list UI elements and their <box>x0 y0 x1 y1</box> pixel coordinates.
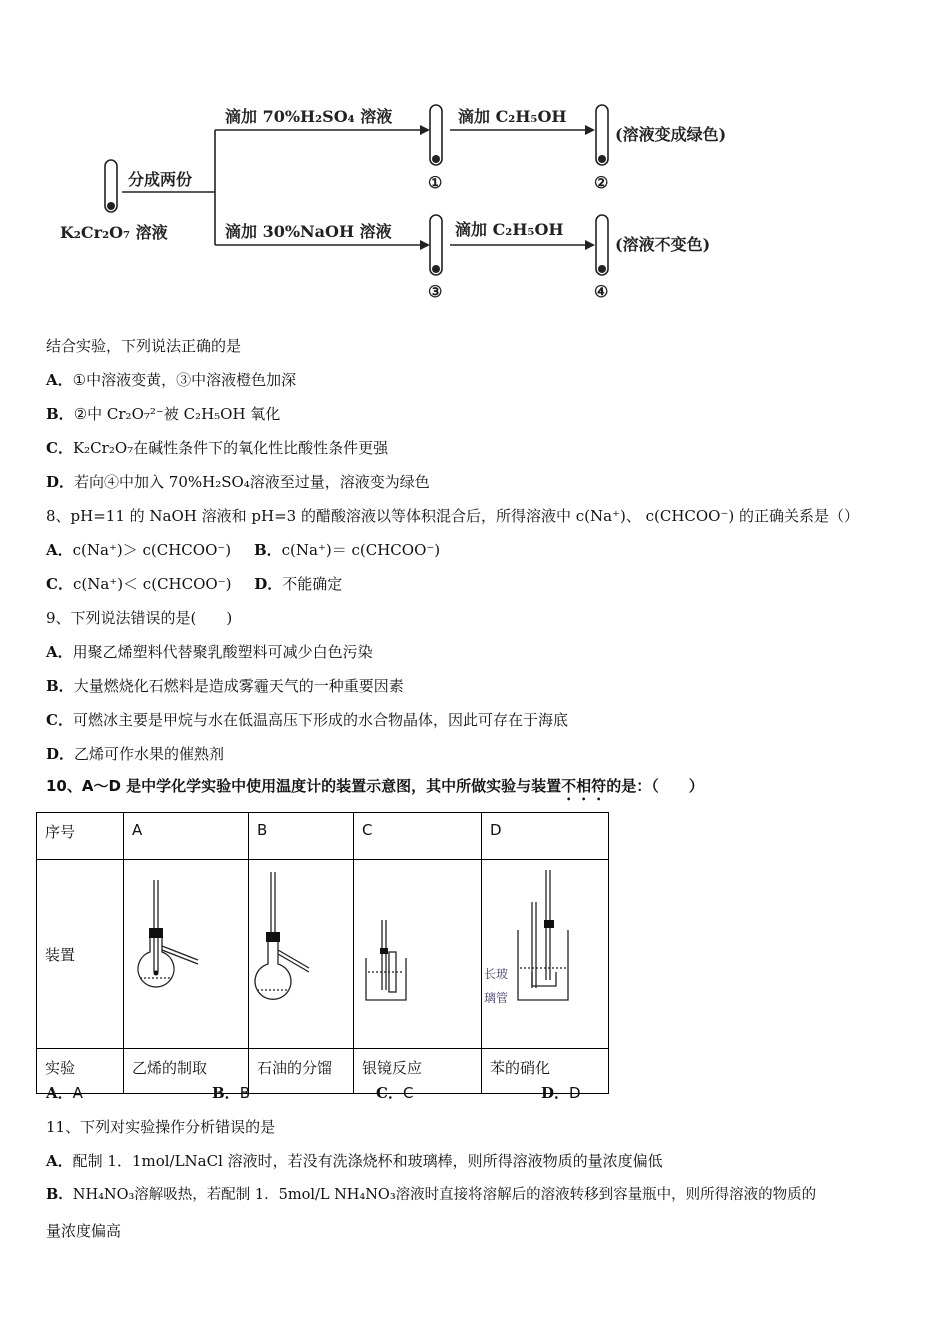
option-text: 配制 1．1mol/LNaCl 溶液时，若没有洗涤烧杯和玻璃棒，则所得溶液物质的量浓度偏低 <box>72 1152 663 1170</box>
option-label: A． <box>46 1152 73 1170</box>
d-note-2: 璃管 <box>484 991 509 1005</box>
option-label: A． <box>46 1084 73 1102</box>
q11-option-a <box>46 1151 663 1171</box>
top-label-2: 滴加 C₂H₅OH <box>458 107 567 126</box>
q10-stem <box>46 776 704 804</box>
option-label: C． <box>376 1084 403 1102</box>
bot-label-2: 滴加 C₂H₅OH <box>455 220 564 239</box>
option-text: 用聚乙烯塑料代替聚乳酸塑料可减少白色污染 <box>72 643 373 661</box>
option-label: B． <box>46 1186 73 1203</box>
top-note: (溶液变成绿色) <box>615 125 727 144</box>
table-header-cell: C <box>354 813 482 860</box>
option-text: 若向④中加入 70%H₂SO₄溶液至过量，溶液变为绿色 <box>74 473 430 491</box>
apparatus-b-cell <box>249 860 354 1049</box>
apparatus-a-cell <box>124 860 249 1049</box>
apparatus-a-figure <box>124 860 248 1032</box>
bot-label-1: 滴加 30%NaOH 溶液 <box>225 222 392 241</box>
option-text: 不能确定 <box>282 575 343 593</box>
apparatus-d-cell <box>482 860 609 1049</box>
q7-option-c <box>46 438 388 458</box>
option-text: D <box>569 1084 581 1102</box>
table-row <box>37 813 609 860</box>
q9-option-a <box>46 642 373 662</box>
apparatus-c-cell <box>354 860 482 1049</box>
option-text: c(Na⁺)＞ c(CHCOO⁻) <box>72 541 232 559</box>
option-text: ②中 Cr₂O₇²⁻被 C₂H₅OH 氧化 <box>73 405 281 423</box>
q9-option-b <box>46 676 404 696</box>
top-label-1: 滴加 70%H₂SO₄ 溶液 <box>225 107 393 126</box>
table-cell: 苯的硝化 <box>482 1049 609 1094</box>
option-label: C． <box>46 575 73 593</box>
q9-option-c <box>46 710 568 730</box>
option-text: 大量燃烧化石燃料是造成雾霾天气的一种重要因素 <box>73 677 404 695</box>
option-label: D． <box>254 575 283 593</box>
d-note-1: 长玻 <box>484 967 509 981</box>
apparatus-b-figure <box>249 860 353 1032</box>
tube-2-label: ② <box>594 173 609 192</box>
q7-stem: 结合实验，下列说法正确的是 <box>46 337 242 355</box>
tube-3-label: ③ <box>428 282 443 301</box>
option-text: K₂Cr₂O₇在碱性条件下的氧化性比酸性条件更强 <box>72 439 389 457</box>
bot-note: (溶液不变色) <box>615 235 711 254</box>
table-header-cell: B <box>249 813 354 860</box>
option-text: B <box>239 1084 250 1102</box>
option-label: B． <box>212 1084 240 1102</box>
q7-option-a <box>46 370 296 390</box>
option-label: B． <box>46 677 74 695</box>
option-label: B． <box>46 405 74 423</box>
option-label: D． <box>46 745 75 763</box>
arrow-head <box>585 240 595 250</box>
table-cell: 石油的分馏 <box>249 1049 354 1094</box>
experiment-diagram <box>50 90 780 320</box>
q9-stem: 9、下列说法错误的是( ) <box>46 609 233 627</box>
table-cell: 银镜反应 <box>354 1049 482 1094</box>
source-label: K₂Cr₂O₇ 溶液 <box>60 223 168 242</box>
q10-stem-text: 10、A～D 是中学化学实验中使用温度计的装置示意图，其中所做实验与装置 <box>46 777 562 795</box>
table-row <box>37 860 609 1049</box>
table-cell: 装置 <box>37 860 124 1049</box>
table-header-cell: A <box>124 813 249 860</box>
tube-4-label: ④ <box>594 282 609 301</box>
option-label: D． <box>46 473 75 491</box>
q10-stem-tail: 的是：（ ） <box>606 777 704 795</box>
q8-options-row-1 <box>46 540 440 560</box>
option-label: A． <box>46 643 73 661</box>
option-text: C <box>402 1084 414 1102</box>
q9-option-d <box>46 744 224 764</box>
option-text: c(Na⁺)＝ c(CHCOO⁻) <box>281 541 441 559</box>
q7-option-d <box>46 472 430 492</box>
apparatus-c-figure <box>354 860 481 1032</box>
option-text: 可燃冰主要是甲烷与水在低温高压下形成的水合物晶体，因此可存在于海底 <box>72 711 568 729</box>
option-text: c(Na⁺)＜ c(CHCOO⁻) <box>72 575 232 593</box>
arrow-head <box>420 240 430 250</box>
arrow-head <box>585 125 595 135</box>
table-header-cell: 序号 <box>37 813 124 860</box>
option-label: A． <box>46 541 73 559</box>
q11-stem: 11、下列对实验操作分析错误的是 <box>46 1118 276 1136</box>
option-label: A． <box>46 371 73 389</box>
table-header-cell: D <box>482 813 609 860</box>
q8-stem: 8、pH=11 的 NaOH 溶液和 pH=3 的醋酸溶液以等体积混合后，所得溶液中 c(Na⁺)、 c(CHCOO⁻) 的正确关系是（） <box>46 507 860 525</box>
option-text: 乙烯可作水果的催熟剂 <box>74 745 225 763</box>
tube-1-label: ① <box>428 173 443 192</box>
apparatus-d-figure <box>482 860 608 1032</box>
option-text: NH₄NO₃溶解吸热，若配制 1．5mol/L NH₄NO₃溶液时直接将溶解后的溶液转移到容量瓶中，则所得溶液的物质的 <box>72 1187 817 1203</box>
arrow-head <box>420 125 430 135</box>
q11-option-b <box>46 1185 816 1205</box>
q8-options-row-2 <box>46 574 342 594</box>
mid-label: 分成两份 <box>128 170 193 189</box>
option-text: A <box>72 1084 83 1102</box>
table-cell: 实验 <box>37 1049 124 1094</box>
table-row <box>37 1049 609 1094</box>
apparatus-table <box>36 812 609 1094</box>
option-label: B． <box>253 541 282 559</box>
table-cell: 乙烯的制取 <box>124 1049 249 1094</box>
option-label: D． <box>541 1084 570 1102</box>
option-label: C． <box>46 711 73 729</box>
q10-emphasis: 不相符 <box>561 777 607 795</box>
option-label: C． <box>46 439 73 457</box>
q11-option-b-cont: 量浓度偏高 <box>46 1222 122 1240</box>
option-text: ①中溶液变黄，③中溶液橙色加深 <box>72 371 297 389</box>
q7-option-b <box>46 404 280 424</box>
